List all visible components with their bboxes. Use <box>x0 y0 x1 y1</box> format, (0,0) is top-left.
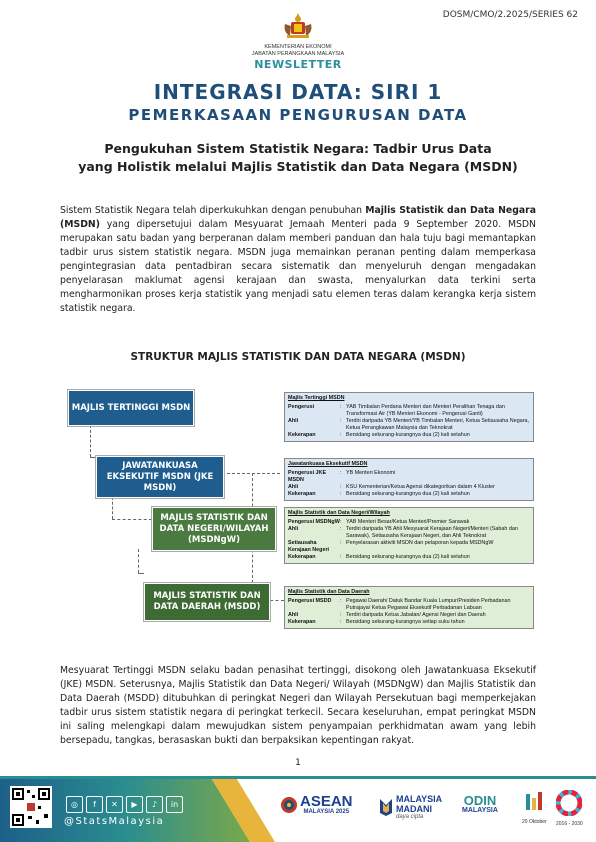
intro-text-bold: Majlis Statistik dan Data Negara (MSDN) <box>60 205 536 230</box>
madani-logo-text: MALAYSIA <box>396 794 443 804</box>
panel-row <box>288 470 530 484</box>
org-box-msdd: MAJLIS STATISTIK DAN DATA DAERAH (MSDD) <box>144 583 270 621</box>
panel-row <box>288 526 530 540</box>
intro-text-after: yang dipersetujui dalam Mesyuarat Jemaah Menteri pada 9 September 2020. MSDN merupakan satu badan yang berperanan dalam memberi panduan dan hala tuju bagi memantapkan tadbir urus sistem statistik negara. MSDN juga memainkan peranan penting dalam memperkasa pengintegrasian data pentadbiran secara sistematik dan menyeluruh dengan mengadakan penyelarasan maklumat agensi kerajaan dan swasta, menyalurkan data terkini serta mengharmonikan proses kerja statistik yang menjadi satu elemen teras dalam kerangka kerja sistem statistik negara. <box>60 219 536 314</box>
youtube-icon[interactable]: ▶ <box>126 796 143 813</box>
summary-paragraph: Mesyuarat Tertinggi MSDN selaku badan penasihat tertinggi, disokong oleh Jawatankuasa Eksekutif (JKE) MSDN. Seterusnya, Majlis Statistik dan Data Negeri/ Wilayah (MSDNgW) dan Majlis Statistik dan Data Daerah (MSDD) ditubuhkan di peringkat Negeri dan Wilayah Persekutuan bagi memperkejakan tadbir urus sistem statistik negara di peringkat terkecil. Secara keseluruhan, empat peringkat MSDN ini saling melengkapi dalam mewujudkan sistem penyampaian perkhidmatan awam yang lebih bersepadu, tangkas, berasaskan bukti dan berpaksikan kepentingan rakyat. <box>60 665 536 746</box>
sdg-wheel-icon <box>556 790 582 816</box>
panel-row-key: Ahli <box>288 612 299 618</box>
instagram-icon[interactable]: ◎ <box>66 796 83 813</box>
asean-logo <box>280 794 353 815</box>
panel-heading: Majlis Statistik dan Data Negeri/Wilayah <box>288 510 390 516</box>
structure-panel <box>284 507 534 564</box>
statistics-day-date: 20 Oktober <box>522 819 547 825</box>
statistics-day-emblem-icon <box>522 790 546 814</box>
panel-row-colon: : <box>340 491 342 497</box>
panel-row-key: Kekerapan <box>288 619 316 625</box>
connector-line <box>270 600 284 601</box>
linkedin-icon[interactable]: in <box>166 796 183 813</box>
odin-logo-sub: MALAYSIA <box>462 807 498 814</box>
panel-row <box>288 540 530 554</box>
social-handle: @StatsMalaysia <box>64 816 165 827</box>
org-box-majlis-tertinggi: MAJLIS TERTINGGI MSDN <box>68 390 194 426</box>
madani-logo-sub: MADANI <box>396 804 432 814</box>
org-name-department: JABATAN PERANGKAAN MALAYSIA <box>251 51 345 57</box>
panel-row-colon: : <box>340 619 342 625</box>
panel-row <box>288 418 530 432</box>
article-heading <box>60 140 536 176</box>
panel-row-value: Pegawai Daerah/ Datuk Bandar Kuala Lumpur/Presiden Perbadanan Putrajaya/ Ketua Pegawai Eksekutif Perbadanan Labuan <box>346 598 511 611</box>
panel-row-key: Pengerusi <box>288 404 315 410</box>
x-icon[interactable]: ✕ <box>106 796 123 813</box>
structure-panel <box>284 392 534 442</box>
connector-line <box>112 519 152 520</box>
panel-row-colon: : <box>340 519 342 525</box>
panel-row-colon: : <box>340 612 342 618</box>
tiktok-icon[interactable]: ♪ <box>146 796 163 813</box>
panel-row-value: Terdiri daripada YB Menteri/YB Timbalan Menteri, Ketua Setiausaha Negara, Ketua Perangkawan Malaysia dan Teknokrat <box>346 418 529 431</box>
madani-logo-tag: daya cipta <box>396 814 424 820</box>
panel-row-key: Ahli <box>288 418 299 424</box>
masthead <box>0 12 596 71</box>
sdg-logo <box>556 790 583 827</box>
connector-line <box>222 473 280 474</box>
panel-row <box>288 554 530 561</box>
article-heading-line1: Pengukuhan Sistem Statistik Negara: Tadbir Urus Data <box>104 141 492 156</box>
panel-row-key: Pengerusi MSDD <box>288 598 332 604</box>
panel-row-value: Bersidang sekurang-kurangnya dua (2) kali setahun <box>346 491 470 497</box>
org-name-ministry: KEMENTERIAN EKONOMI <box>264 44 332 50</box>
panel-row <box>288 598 530 612</box>
world-statistics-day-logo <box>522 790 547 825</box>
panel-row-value: YAB Menteri Besar/Ketua Menteri/Premier Sarawak <box>346 519 470 525</box>
panel-row-value: Bersidang sekurang-kurangnya setiap suku tahun <box>346 619 465 625</box>
panel-row-key: Ahli <box>288 484 299 490</box>
sdg-years: 2016 - 2030 <box>556 821 583 827</box>
structure-panel <box>284 586 534 629</box>
connector-line <box>90 425 91 457</box>
connector-line <box>138 573 144 574</box>
panel-row <box>288 612 530 619</box>
panel-heading: Majlis Statistik dan Data Daerah <box>288 589 370 595</box>
madani-emblem-icon <box>378 797 394 817</box>
asean-logo-text: ASEAN <box>300 793 353 810</box>
panel-row-colon: : <box>340 598 342 604</box>
newsletter-label: NEWSLETTER <box>254 58 342 71</box>
connector-line <box>138 549 139 573</box>
footer <box>0 776 596 842</box>
panel-row-value: KSU Kementerian/Ketua Agensi dikategorikan dalam 4 Kluster <box>346 484 495 490</box>
panel-row <box>288 619 530 626</box>
panel-row-colon: : <box>340 526 342 532</box>
panel-row <box>288 432 530 439</box>
page-number: 1 <box>295 758 301 768</box>
panel-row <box>288 484 530 491</box>
panel-row-key: Setiausaha Kerajaan Negeri <box>288 540 330 553</box>
panel-row-value: Terdiri daripada Ketua Jabatan/ Agensi Negeri dan Daerah <box>346 612 486 618</box>
org-box-jke-msdn: JAWATANKUASA EKSEKUTIF MSDN (JKE MSDN) <box>96 456 224 498</box>
panel-row-key: Ahli <box>288 526 299 532</box>
odin-logo <box>462 794 498 814</box>
panel-row <box>288 404 530 418</box>
org-box-msdngw: MAJLIS STATISTIK DAN DATA NEGERI/WILAYAH (MSDNgW) <box>152 507 276 551</box>
panel-row-value: Terdiri daripada YB Ahli Mesyuarat Kerajaan Negeri/Menteri (Sabah dan Sarawak), Setiausaha Kerajaan Negeri, dan Ahli Teknokrat <box>346 526 518 539</box>
social-icons <box>66 796 183 813</box>
panel-row-key: Kekerapan <box>288 554 316 560</box>
panel-row-colon: : <box>340 418 342 424</box>
structure-title: STRUKTUR MAJLIS STATISTIK DAN DATA NEGARA (MSDN) <box>130 351 466 363</box>
panel-row-value: YB Menteri Ekonomi <box>346 470 396 476</box>
series-code: DOSM/CMO/2.2025/SERIES 62 <box>442 10 578 20</box>
panel-row-key: Kekerapan <box>288 432 316 438</box>
coat-of-arms-icon <box>281 12 315 40</box>
panel-row-key: Pengerusi JKE MSDN <box>288 470 327 483</box>
intro-text-before: Sistem Statistik Negara telah diperkukuhkan dengan penubuhan <box>60 205 366 216</box>
panel-row-key: Kekerapan <box>288 491 316 497</box>
page-title: INTEGRASI DATA: SIRI 1 <box>153 80 443 104</box>
asean-logo-sub: MALAYSIA 2025 <box>303 809 350 815</box>
panel-row-value: YAB Timbalan Perdana Menteri dan Menteri Peralihan Tenaga dan Transformasi Air (YB Menteri Ekonomi - Pengerusi Ganti) <box>346 404 505 417</box>
panel-row-colon: : <box>340 404 342 410</box>
qr-code-icon[interactable] <box>10 786 52 828</box>
panel-row-value: Bersidang sekurang-kurangnya dua (2) kali setahun <box>346 432 470 438</box>
facebook-icon[interactable]: f <box>86 796 103 813</box>
panel-heading: Jawatankuasa Eksekutif MSDN <box>288 461 368 467</box>
panel-row-value: Bersidang sekurang-kurangnya dua (2) kali setahun <box>346 554 470 560</box>
panel-row-colon: : <box>340 432 342 438</box>
odin-logo-text: ODIN <box>463 793 497 808</box>
panel-row <box>288 491 530 498</box>
connector-line <box>112 497 113 519</box>
panel-row-colon: : <box>340 484 342 490</box>
article-heading-line2: yang Holistik melalui Majlis Statistik dan Data Negara (MSDN) <box>78 159 518 174</box>
page-subtitle: PEMERKASAAN PENGURUSAN DATA <box>128 106 468 124</box>
panel-row-colon: : <box>340 554 342 560</box>
intro-paragraph <box>60 204 536 316</box>
panel-row-value: Penyelarasan aktiviti MSDN dan pelaporan kepada MSDNgW <box>346 540 494 546</box>
panel-row <box>288 519 530 526</box>
panel-row-colon: : <box>340 470 342 476</box>
structure-panel <box>284 458 534 501</box>
panel-row-key: Pengerusi MSDNgW <box>288 519 340 525</box>
asean-emblem-icon <box>280 796 298 814</box>
malaysia-madani-logo <box>378 794 442 820</box>
panel-row-colon: : <box>340 540 342 546</box>
panel-heading: Majlis Tertinggi MSDN <box>288 395 345 401</box>
